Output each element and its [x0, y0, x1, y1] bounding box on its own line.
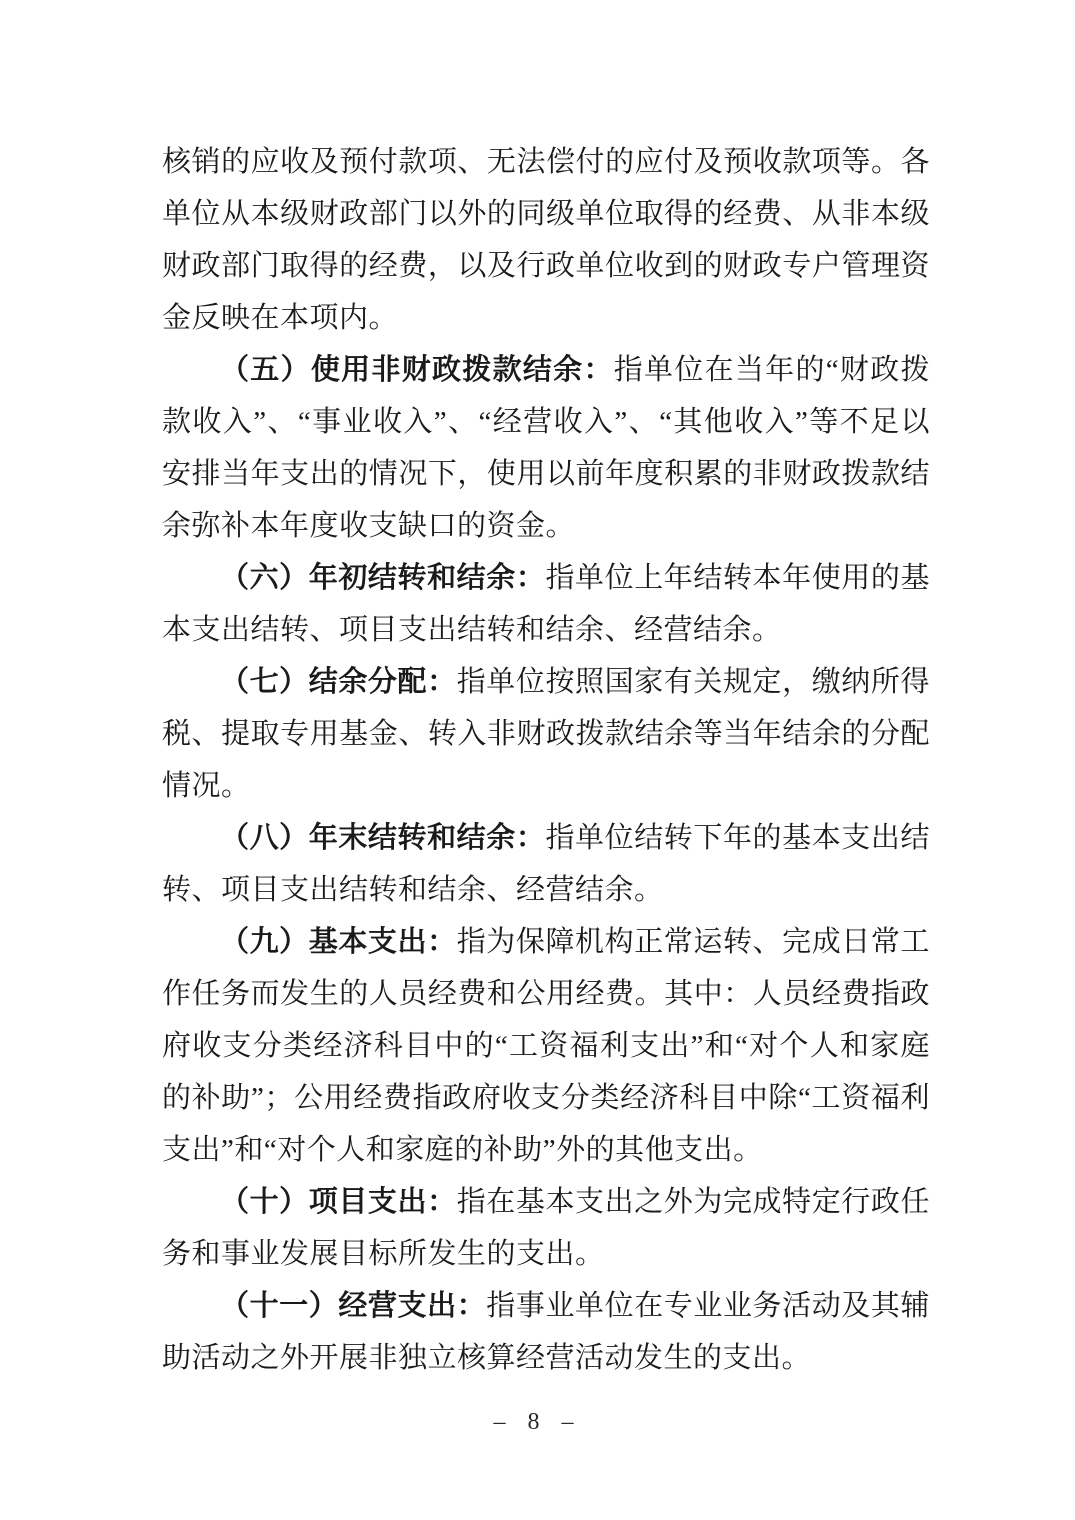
- section-heading: （十）项目支出：: [220, 1186, 457, 1218]
- paragraph-text: 指为保障机构正常运转、完成日常工作任务而发生的人员经费和公用经费。其中：人员经费指政府收支分类经济科目中的“工资福利支出”和“对个人和家庭的补助”；公用经费指政府收支分类经济科目中除“工资福利支出”和“对个人和家庭的补助”外的其他支出。: [162, 926, 930, 1166]
- paragraph: [162, 344, 930, 552]
- section-heading: （十一）经营支出：: [220, 1290, 487, 1322]
- section-heading: （八）年末结转和结余：: [220, 822, 546, 854]
- document-body: [162, 136, 930, 1384]
- paragraph-text: 指单位上年结转本年使用的基本支出结转、项目支出结转和结余、经营结余。: [162, 562, 930, 646]
- section-heading: （九）基本支出：: [220, 926, 457, 958]
- section-heading: （七）结余分配：: [220, 666, 457, 698]
- paragraph: [162, 916, 930, 1176]
- paragraph: [162, 656, 930, 812]
- page-footer: [0, 1409, 1075, 1436]
- section-heading: （五）使用非财政拨款结余：: [220, 354, 614, 386]
- paragraph-text: 指单位结转下年的基本支出结转、项目支出结转和结余、经营结余。: [162, 822, 930, 906]
- paragraph-text: 指事业单位在专业业务活动及其辅助活动之外开展非独立核算经营活动发生的支出。: [162, 1290, 930, 1374]
- paragraph-text: 指单位在当年的“财政拨款收入”、“事业收入”、“经营收入”、“其他收入”等不足以安排当年支出的情况下，使用以前年度积累的非财政拨款结余弥补本年度收支缺口的资金。: [162, 354, 930, 542]
- page-number: – 8 –: [493, 1409, 582, 1435]
- paragraph: [162, 812, 930, 916]
- paragraph-text: 指单位按照国家有关规定，缴纳所得税、提取专用基金、转入非财政拨款结余等当年结余的分配情况。: [162, 666, 930, 802]
- paragraph: [162, 1176, 930, 1280]
- paragraph: [162, 552, 930, 656]
- section-heading: （六）年初结转和结余：: [220, 562, 546, 594]
- paragraph: [162, 136, 930, 344]
- paragraph: [162, 1280, 930, 1384]
- paragraph-text: 指在基本支出之外为完成特定行政任务和事业发展目标所发生的支出。: [162, 1186, 930, 1270]
- paragraph-text: 核销的应收及预付款项、无法偿付的应付及预收款项等。各单位从本级财政部门以外的同级单位取得的经费、从非本级财政部门取得的经费，以及行政单位收到的财政专户管理资金反映在本项内。: [162, 146, 930, 334]
